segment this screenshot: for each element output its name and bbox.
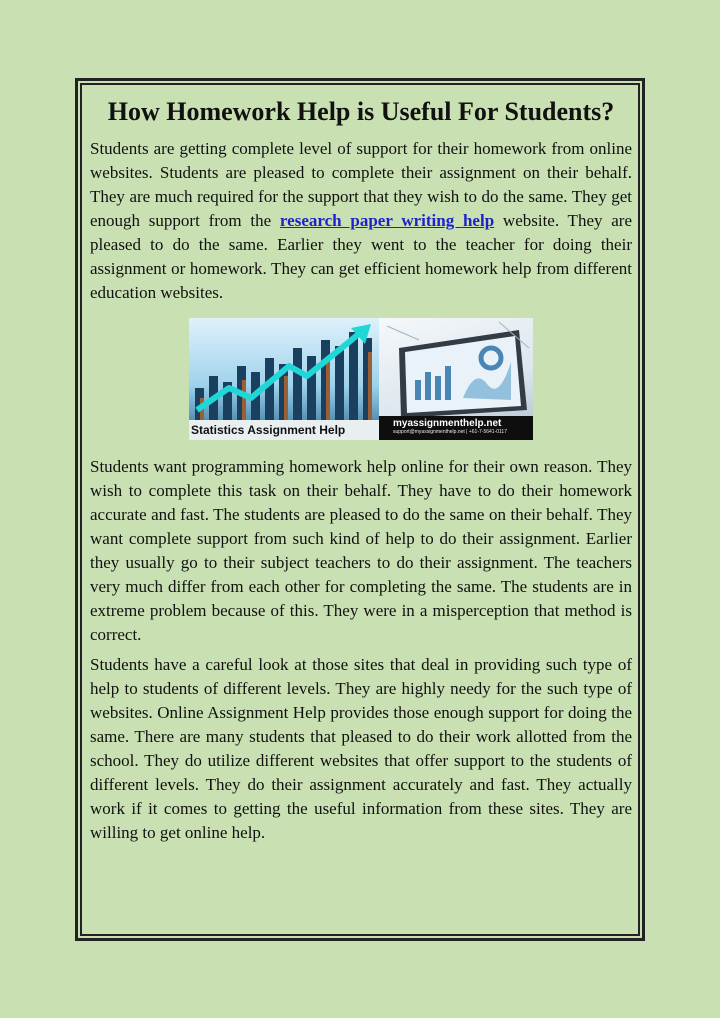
myassignmenthelp-caption	[379, 416, 533, 440]
paragraph-1-text-after: website. They are pleased to do the same. Earlier they went to the teacher for doing their assignment or homework. They can get efficient homework help from different education websites.	[90, 211, 632, 302]
banner-image	[189, 318, 533, 440]
site-contact: support@myassignmenthelp.net | +61-7-5641-0117	[393, 429, 507, 435]
statistics-assignment-help-caption: Statistics Assignment Help	[189, 420, 379, 440]
page-title: How Homework Help is Useful For Students?	[107, 97, 615, 126]
statistics-chart-image	[189, 318, 379, 440]
paragraph-2: Students want programming homework help online for their own reason. They wish to complete this task on their behalf. They have to do their homework accurate and fast. The students are pleased to do the same on their behalf. They want complete support from such kind of help to do their assignment. Earlier they usually go to their subject teachers to do their assignment. The teachers very much differ from each other for completing the same. The students are in extreme problem because of this. They were in a misperception that method is correct.	[90, 457, 632, 644]
paragraph-1	[90, 137, 632, 305]
site-name: myassignmenthelp.net	[393, 418, 502, 429]
paragraph-1-text-before: Students are getting complete level of support for their homework from online websites. Students are pleased to complete their assignment on their behalf. They are much required for the support that they wish to do the same. They get enough support from the	[90, 139, 632, 230]
paragraph-3: Students have a careful look at those sites that deal in providing such type of help to students of different levels. They are highly needy for the such type of websites. Online Assignment Help provides those enough support for doing the same. There are many students that pleased to do their work allotted from the school. They do utilize different websites that offer support to the students of different levels. They do their assignment accurately and fast. They actually work if it comes to getting the useful information from these sites. They are willing to get online help.	[90, 655, 632, 842]
document-frame	[75, 78, 645, 941]
tablet-analytics-image	[379, 318, 533, 440]
research-paper-writing-help-link[interactable]: research paper writing help	[279, 211, 495, 230]
